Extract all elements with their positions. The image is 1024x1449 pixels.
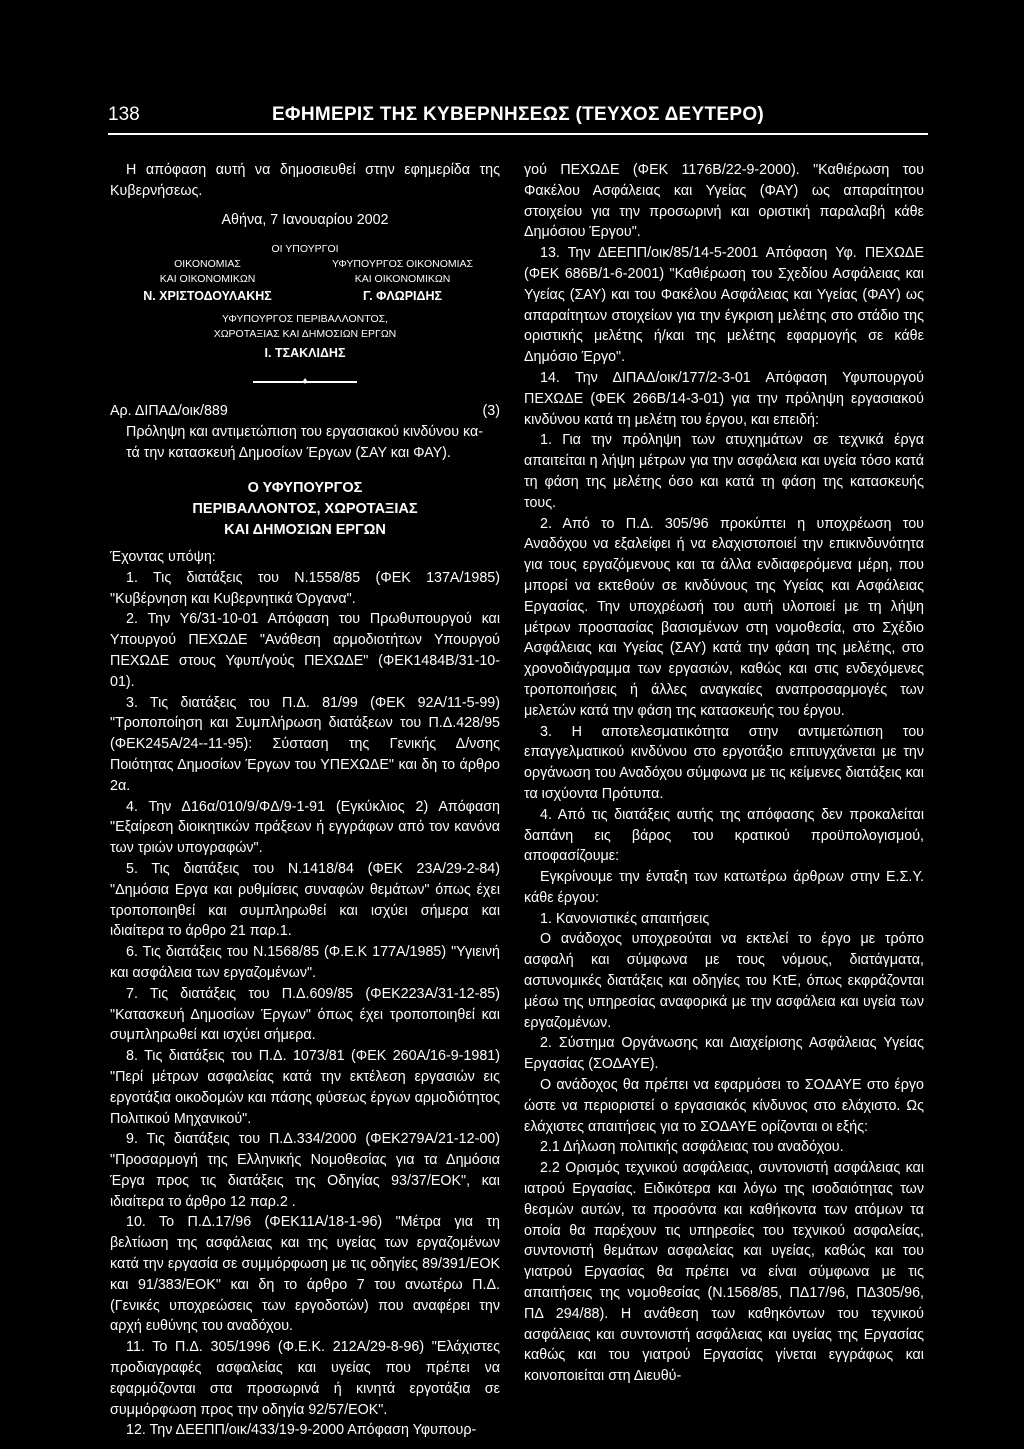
reason-item: 2. Από το Π.Δ. 305/96 προκύπτει η υποχρέωση του Αναδόχου να εξαλείφει ή να ελαχιστοποιεί την επικινδυνότητα για τους εργαζόμενους και τα άλλα ενδιαφερόμενα μέρη, που μπορεί να εκτεθούν σε κινδύνους της Υγείας και Ασφάλειας Εργασίας. Την υποχρέωσή του αυτή υλοποιεί με τη λήψη μέτρων προστασίας βασισμένων στη νομοθεσία, στο Σχέδιο Ασφάλειας και Υγείας (ΣΑΥ) κατά την φάση της μελέτης, στο χρονοδιάγραμμα των εργασιών, καθώς και στις ενδεχόμενες τροποποιήσεις ή άλλες αναγκαίες αναπροσαρμογές των μελετών κατά την φάση της κατασκευής του έργου. <box>524 515 924 719</box>
legal-basis-item: 13. Την ΔΕΕΠΠ/οικ/85/14-5-2001 Απόφαση Υφ. ΠΕΧΩΔΕ (ΦΕΚ 686Β/1-6-2001) "Καθιέρωση του Σχεδίου Ασφάλειας και Υγείας (ΣΑΥ) και του Φακέλου Ασφάλειας και Υγείας (ΦΑΥ) ως απαραίτητων στοιχείων για την έγκριση μελέτης στο στάδιο της οριστικής μελέτης ή/και της μελέτης εφαρμογής σε κάθε Δημόσιο Έργο". <box>524 245 924 366</box>
legal-basis-item: 12. Την ΔΕΕΠΠ/οικ/433/19-9-2000 Απόφαση Υφυπουρ- <box>126 1422 477 1439</box>
date-line: Αθήνα, 7 Ιανουαρίου 2002 <box>221 211 389 228</box>
signature-third-role-2: ΧΩΡΟΤΑΞΙΑΣ ΚΑΙ ΔΗΜΟΣΙΩΝ ΕΡΓΩΝ <box>213 328 397 341</box>
continued-paragraph: γού ΠΕΧΩΔΕ (ΦΕΚ 1176Β/22-9-2000). "Καθιέρωση του Φακέλου Ασφάλειας και Υγείας (ΦΑΥ) ως απαραίτητου στοιχείου για την προσωρινή και οριστική παραλαβή κάθε Δημόσιου Έργου". <box>524 162 924 241</box>
reason-item: 1. Για την πρόληψη των ατυχημάτων σε τεχνικά έργα απαιτείται η λήψη μέτρων για την ασφάλεια και υγεία τόσο κατά τη φάση της μελέτης όσο και κατά τη φάση της κατασκευής τους. <box>524 432 924 511</box>
authority-line-2: ΠΕΡΙΒΑΛΛΟΝΤΟΣ, ΧΩΡΟΤΑΞΙΑΣ <box>192 500 418 517</box>
decision-title-line-2: τά την κατασκευή Δημοσίων Έργων (ΣΑΥ και ΦΑΥ). <box>126 445 451 462</box>
legal-basis-item: 6. Τις διατάξεις του Ν.1568/85 (Φ.Ε.Κ 177Α/1985) "Υγιεινή και ασφάλεια των εργαζομένων". <box>110 944 500 981</box>
signature-roles-row-1 <box>110 257 500 272</box>
legal-basis-item: 1. Τις διατάξεις του Ν.1558/85 (ΦΕΚ 137Α/1985) "Κυβέρνηση και Κυβερνητικά Όργανα". <box>110 569 500 607</box>
header-rule <box>108 133 928 135</box>
section-divider <box>253 377 357 387</box>
legal-basis-item: 4. Την Δ16α/010/9/ΦΔ/9-1-91 (Εγκύκλιος 2) Απόφαση "Εξαίρεση διοικητικών πράξεων ή εγγράφων από τον κανόνα των τριών υπογραφών". <box>110 798 500 857</box>
article-body: Ο ανάδοχος θα πρέπει να εφαρμόσει το ΣΟΔΑΥΕ στο έργο ώστε να περιοριστεί ο εργασιακός κίνδυνος στο ελάχιστο. Ως ελάχιστες απαιτήσεις για το ΣΟΔΑΥΕ ορίζονται οι εξής: <box>524 1077 924 1135</box>
journal-title: ΕΦΗΜΕΡΙΣ ΤΗΣ ΚΥΒΕΡΝΗΣΕΩΣ (ΤΕΥΧΟΣ ΔΕΥΤΕΡΟ) <box>271 104 765 125</box>
decision-reference-row <box>110 401 500 422</box>
legal-basis-item: 10. Το Π.Δ.17/96 (ΦΕΚ11Α/18-1-96) "Μέτρα για τη βελτίωση της ασφάλειας και της υγείας των εργαζομένων κατά την εργασία σε συμμόρφωση με τις οδηγίες 89/391/ΕΟΚ και 91/383/ΕΟΚ" και δη το άρθρο 7 του ανωτέρω Π.Δ. (Γενικές υποχρεώσεις των εργοδοτών) που αναφέρει την αρχή ευθύνης του αναδόχου. <box>110 1214 500 1335</box>
signature-right-role-2: ΚΑΙ ΟΙΚΟΝΟΜΙΚΩΝ <box>354 273 451 286</box>
signature-right-role-1: ΥΦΥΠΟΥΡΓΟΣ ΟΙΚΟΝΟΜΙΑΣ <box>331 258 474 271</box>
issuing-authority <box>110 478 500 541</box>
diamond-icon: ♦ <box>302 376 308 388</box>
approval-statement: Εγκρίνουμε την ένταξη των κατωτέρω άρθρων στην Ε.Σ.Υ. κάθε έργου: <box>524 869 924 906</box>
legal-basis-item: 14. Την ΔΙΠΑΔ/οικ/177/2-3-01 Απόφαση Υφυπουργού ΠΕΧΩΔΕ (ΦΕΚ 266Β/14-3-01) για την πρόληψη εργασιακού κινδύνου κατά τη μελέτη του έργου, και επειδή: <box>524 369 924 428</box>
article-subitem: 2.1 Δήλωση πολιτικής ασφάλειας του αναδόχου. <box>540 1139 844 1156</box>
authority-line-1: Ο ΥΦΥΠΟΥΡΓΟΣ <box>247 479 363 496</box>
signature-third-name: Ι. ΤΣΑΚΛΙΔΗΣ <box>264 346 346 361</box>
signature-left-role-2: ΚΑΙ ΟΙΚΟΝΟΜΙΚΩΝ <box>159 273 256 286</box>
signature-heading: ΟΙ ΥΠΟΥΡΓΟΙ <box>271 243 339 256</box>
decision-number: (3) <box>482 403 500 420</box>
article-heading: 1. Κανονιστικές απαιτήσεις <box>540 910 710 927</box>
signature-names-row <box>110 287 500 306</box>
right-column <box>524 160 924 1387</box>
legal-basis-item: 7. Τις διατάξεις του Π.Δ.609/85 (ΦΕΚ223Α/31-12-85) "Κατασκευή Δημοσίων Έργων" όπως έχει τροποποιηθεί και συμπληρωθεί και ισχύει σήμερα. <box>110 985 500 1044</box>
article-heading: 2. Σύστημα Οργάνωσης και Διαχείρισης Ασφάλειας Υγείας Εργασίας (ΣΟΔΑΥΕ). <box>524 1035 924 1073</box>
legal-basis-item: 2. Την Υ6/31-10-01 Απόφαση του Πρωθυπουργού και Υπουργού ΠΕΧΩΔΕ "Ανάθεση αρμοδιοτήτων Υπουργού ΠΕΧΩΔΕ στους Υφυπ/γούς ΠΕΧΩΔΕ" (ΦΕΚ1484Β/31-10-01). <box>110 611 500 690</box>
legal-basis-item: 9. Τις διατάξεις του Π.Δ.334/2000 (ΦΕΚ279Α/21-12-00) "Προσαρμογή της Ελληνικής Νομοθεσίας για τα Δημόσια Έργα προς τις διατάξεις της Οδηγίας 93/37/ΕΟΚ", και ιδιαίτερα το άρθρο 12 παρ.2 . <box>110 1131 500 1210</box>
left-column <box>110 160 500 1441</box>
reason-item: 4. Από τις διατάξεις αυτής της απόφασης δεν προκαλείται δαπάνη εις βάρος του κρατικού προϋπολογισμού, αποφασίζουμε: <box>524 806 924 865</box>
signature-left-role-1: ΟΙΚΟΝΟΜΙΑΣ <box>174 258 241 271</box>
decision-title-line-1: Πρόληψη και αντιμετώπιση του εργασιακού κινδύνου κα- <box>126 424 484 441</box>
signature-block <box>110 242 500 363</box>
legal-basis-item: 8. Τις διατάξεις του Π.Δ. 1073/81 (ΦΕΚ 260Α/16-9-1981) "Περί μέτρων ασφαλείας κατά την εκτέλεση εργασιών εις εργοτάξια οικοδομών και πάσης φύσεως έργων αρμοδιότητος Πολιτικού Μηχανικού". <box>110 1048 500 1127</box>
reason-item: 3. Η αποτελεσματικότητα στην αντιμετώπιση του επαγγελματικού κινδύνου στο εργοτάξιο επιτυγχάνεται με την οργάνωση του Αναδόχου σύμφωνα με τις κείμενες διατάξεις και τα ισχύοντα Πρότυπα. <box>524 723 924 802</box>
signature-roles-row-2 <box>110 272 500 287</box>
legal-basis-item: 11. Το Π.Δ. 305/1996 (Φ.Ε.Κ. 212Α/29-8-96) "Ελάχιστες προδιαγραφές ασφαλείας και υγείας που πρέπει να εφαρμόζονται στα προσωρινά ή κινητά εργοτάξια σε συμμόρφωση προς την οδηγία 92/57/ΕΟΚ". <box>110 1339 500 1418</box>
signature-left-name: Ν. ΧΡΙΣΤΟΔΟΥΛΑΚΗΣ <box>143 289 272 304</box>
legal-basis-item: 3. Τις διατάξεις του Π.Δ. 81/99 (ΦΕΚ 92Α/11-5-99) "Τροποποίηση και Συμπλήρωση διατάξεων του Π.Δ.428/95 (ΦΕΚ245Α/24--11-95): Σύσταση της Γενικής Δ/νσης Ποιότητας Δημοσίων Έργων του ΥΠΕΧΩΔΕ" και δη το άρθρο 2α. <box>110 694 500 794</box>
decision-reference: Αρ. ΔΙΠΑΔ/οικ/889 <box>110 403 228 420</box>
publication-order: Η απόφαση αυτή να δημοσιευθεί στην εφημερίδα της Κυβερνήσεως. <box>110 162 500 199</box>
authority-line-3: ΚΑΙ ΔΗΜΟΣΙΩΝ ΕΡΓΩΝ <box>224 521 386 538</box>
page-number: 138 <box>108 104 140 125</box>
signature-third-role-1: ΥΦΥΠΟΥΡΓΟΣ ΠΕΡΙΒΑΛΛΟΝΤΟΣ, <box>221 313 389 326</box>
considering-heading: Έχοντας υπόψη: <box>110 548 216 565</box>
page-header <box>108 104 928 126</box>
article-body: Ο ανάδοχος υποχρεούται να εκτελεί το έργο με τρόπο ασφαλή και σύμφωνα με τους νόμους, διατάγματα, αστυνομικές διατάξεις και οδηγίες του ΚτΕ, όπως εκφράζονται μέσω της υπηρεσίας αναφορικά με την ασφάλεια και υγεία των εργαζομένων. <box>524 931 924 1031</box>
article-subitem: 2.2 Ορισμός τεχνικού ασφάλειας, συντονιστή ασφάλειας και ιατρού Εργασίας. Ειδικότερα και λόγω της ισοδαιότητας των θεσμών αυτών, τα προσόντα και καθήκοντα των ατόμων τα οποία θα παρέχουν τις υπηρεσίες του τεχνικού ασφαλείας, συντονιστή θεμάτων ασφαλείας και υγείας, καθώς και του γιατρού Εργασίας θα πρέπει να είναι σύμφωνα με τις απαιτήσεις της νομοθεσίας (Ν.1568/85, ΠΔ17/96, ΠΔ305/96, ΠΔ 294/88). Η ανάθεση των καθηκόντων του τεχνικού ασφάλειας και συντονιστή ασφάλειας και υγείας της Εργασίας καθώς και του γιατρού Εργασίας γίνεται εγγράφως και κοινοποιείται στη Διευθύ- <box>524 1160 924 1385</box>
legal-basis-item: 5. Τις διατάξεις του Ν.1418/84 (ΦΕΚ 23Α/29-2-84) "Δημόσια Εργα και ρυθμίσεις συναφών θεμάτων" όπως έχει τροποποιηθεί και συμπληρωθεί και ισχύει σήμερα και ιδιαίτερα το άρθρο 21 παρ.1. <box>110 860 500 940</box>
signature-right-name: Γ. ΦΛΩΡΙΔΗΣ <box>362 289 443 304</box>
